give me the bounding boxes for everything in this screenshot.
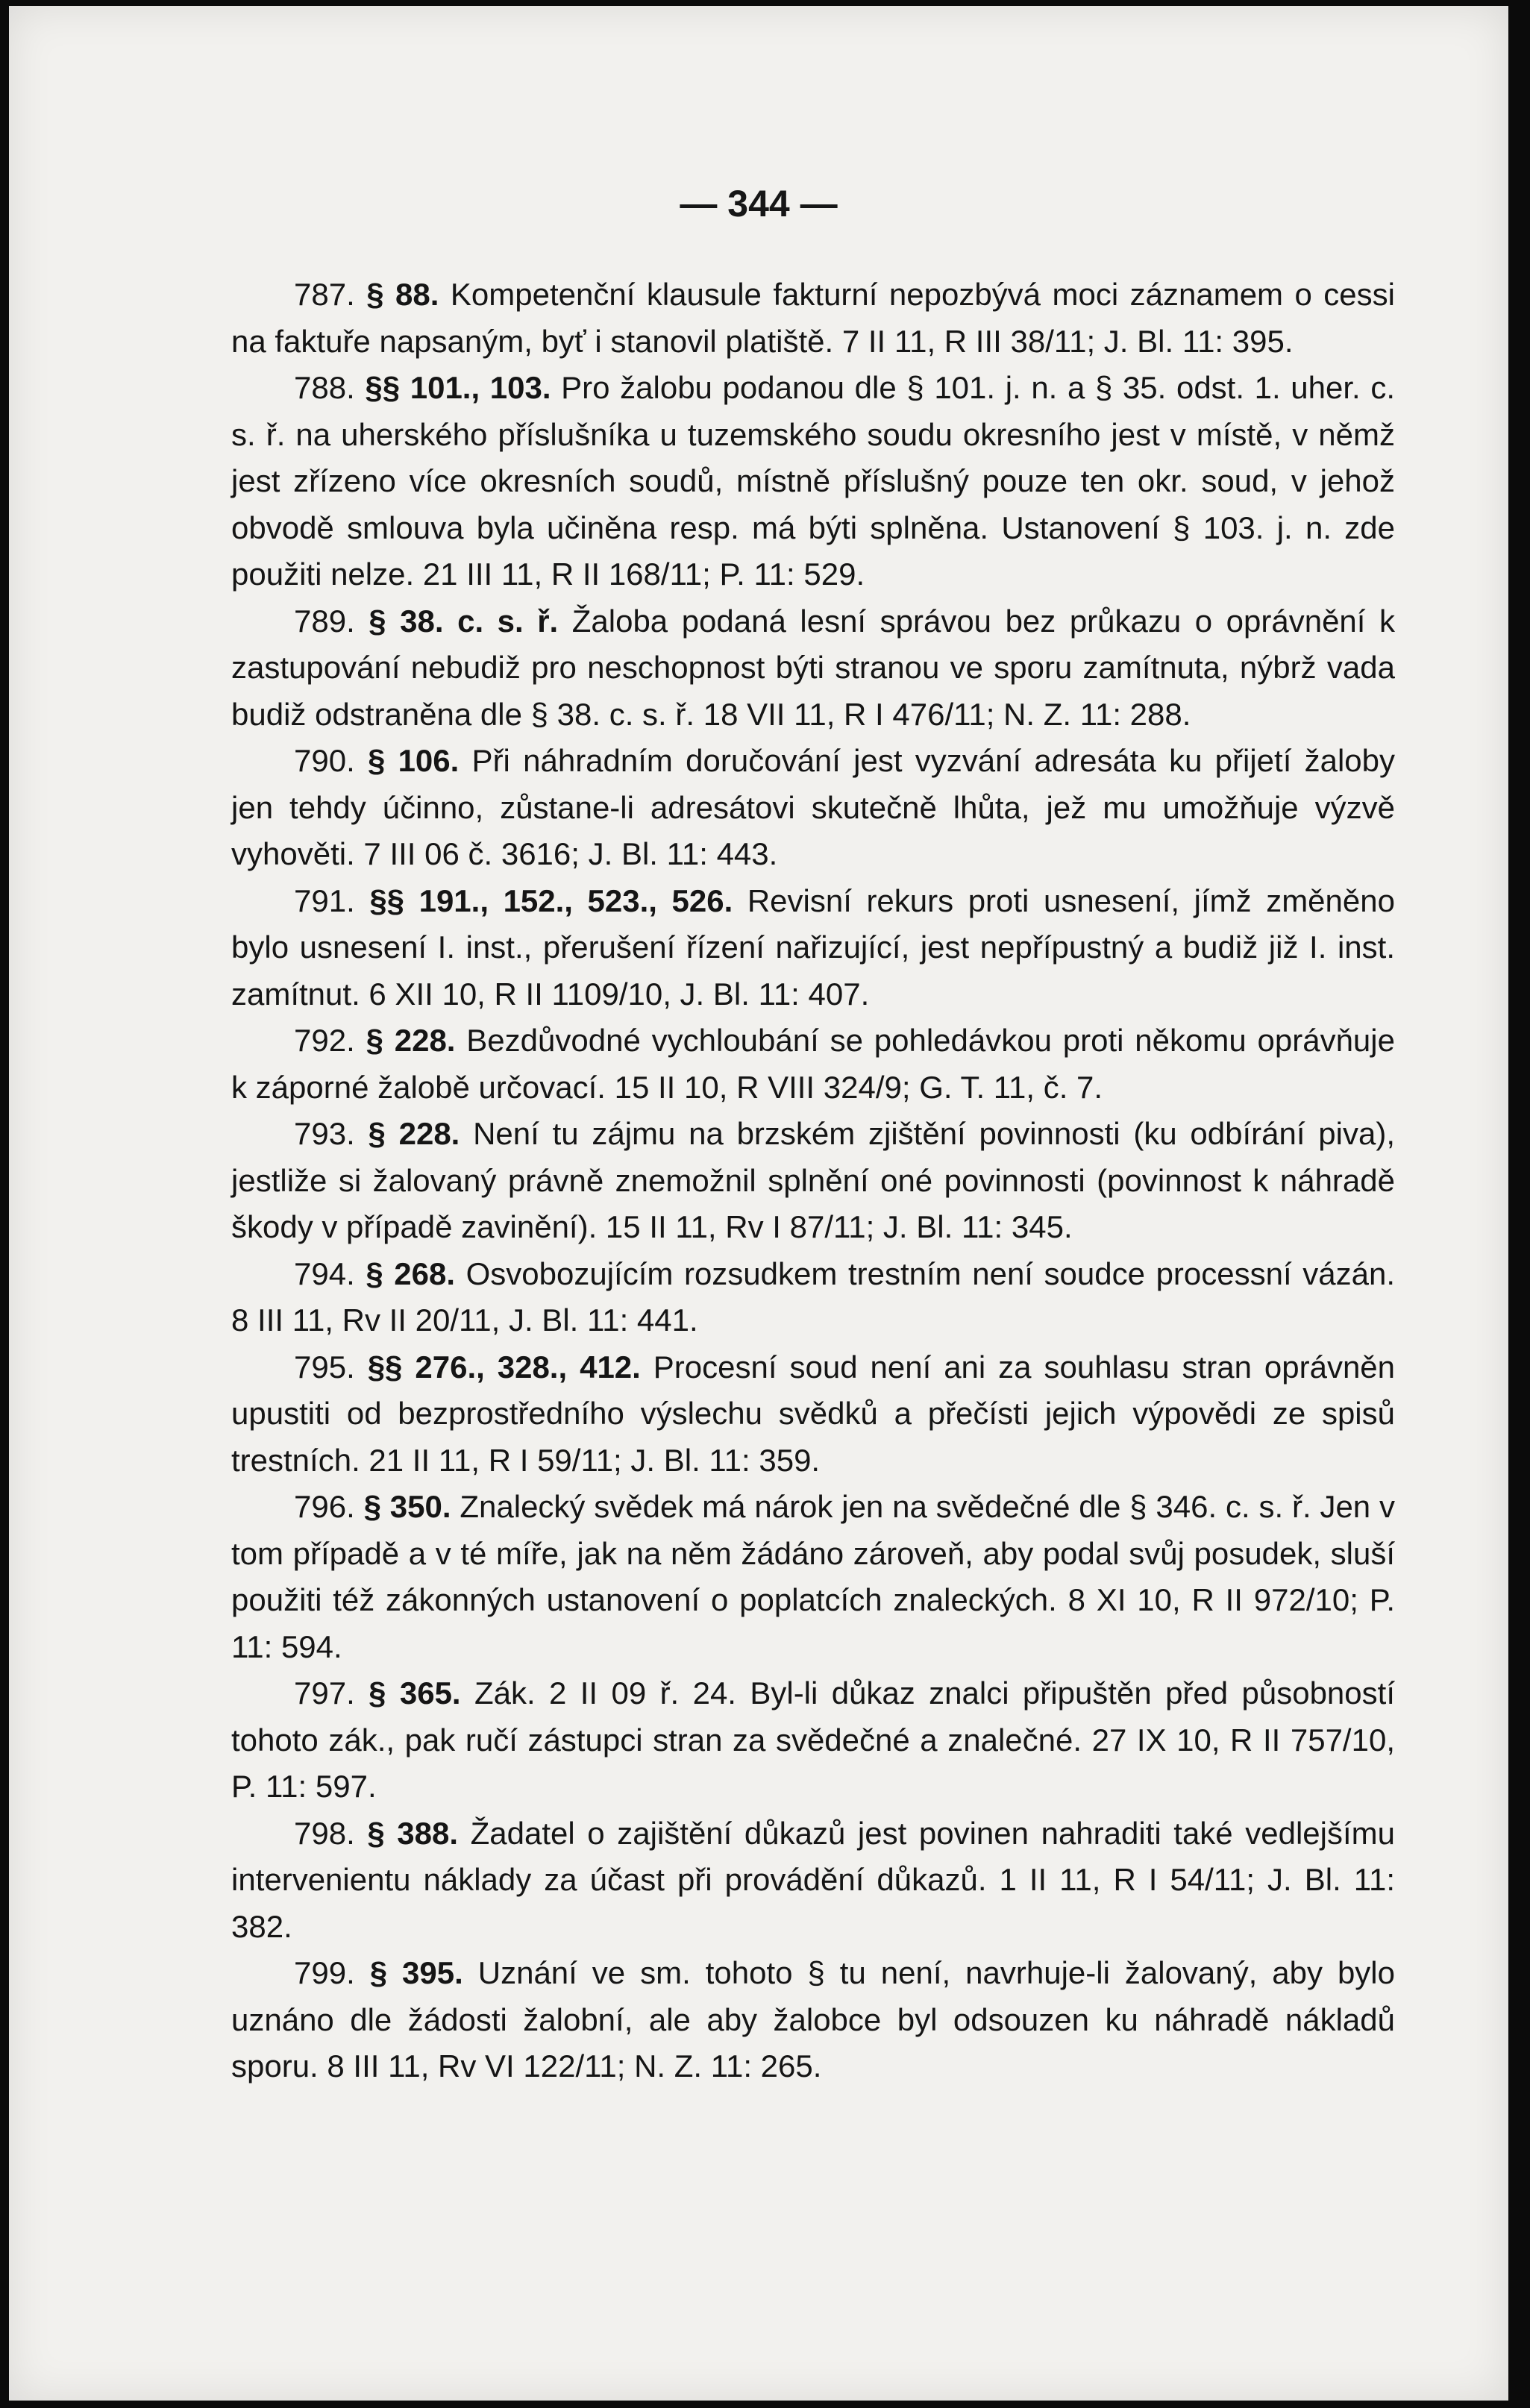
entry-number: 793. [294,1116,355,1151]
entry-number: 790. [294,743,355,778]
entry-number: 796. [294,1489,355,1524]
entry-text: Revisní rekurs proti usnesení, jímž změněno bylo usnesení I. inst., přerušení řízení nařizující, jest nepřípustný a budiž již I. inst. zamítnut. 6 XII 10, R II 1109/10, J. Bl. 11: 407. [231,882,1395,1012]
entry-788 [231,365,1395,598]
entry-section: § 350. [363,1489,451,1524]
entry-791 [231,878,1395,1018]
entry-section: § 268. [366,1255,456,1291]
entry-section: §§ 101., 103. [365,370,551,405]
entry-793 [231,1111,1395,1251]
entry-number: 791. [294,882,355,918]
entry-number: 797. [294,1675,355,1711]
entry-section: §§ 191., 152., 523., 526. [369,882,733,918]
entry-text: Při náhradním doručování jest vyzvání adresáta ku přijetí žaloby jen tehdy účinno, zůstane-li adresátovi skutečně lhůta, jež mu umožňuje výzvě vyhověti. 7 III 06 č. 3616; J. Bl. 11: 443. [231,743,1395,871]
entry-797 [231,1670,1395,1810]
entry-text: Zák. 2 II 09 ř. 24. Byl-li důkaz znalci připuštěn před působností tohoto zák., pak ručí zástupci stran za svědečné a znalečné. 27 IX 10, R II 757/10, P. 11: 597. [231,1675,1395,1804]
entry-number: 787. [294,277,355,312]
entry-section: §§ 276., 328., 412. [367,1349,641,1385]
entry-section: § 228. [366,1023,456,1058]
entry-section: § 388. [367,1815,459,1851]
entry-number: 795. [294,1349,355,1385]
entry-number: 799. [294,1955,355,1990]
entry-text: Procesní soud není ani za souhlasu stran oprávněn upustiti od bezprostředního výslechu svědků a přečísti jejich výpovědi ze spisů trestních. 21 II 11, R I 59/11; J. Bl. 11: 359. [231,1349,1396,1478]
entry-790 [231,738,1395,878]
entry-text: Bezdůvodné vychloubání se pohledávkou proti někomu oprávňuje k záporné žalobě určovací. 15 II 10, R VIII 324/9; G. T. 11, č. 7. [231,1023,1395,1105]
entry-text: Uznání ve sm. tohoto § tu není, navrhuje-li žalovaný, aby bylo uznáno dle žádosti žalobní, ale aby žalobce byl odsouzen ku náhradě nákladů sporu. 8 III 11, Rv VI 122/11; N. Z. 11: 265. [231,1955,1395,2084]
entry-section: § 106. [367,743,460,778]
entry-number: 792. [294,1023,355,1058]
page-number: — 344 — [680,183,838,225]
entry-796 [231,1484,1395,1670]
entry-795 [231,1344,1395,1484]
entry-text: Žadatel o zajištění důkazů jest povinen nahraditi také vedlejšímu intervenientu náklady za účast při provádění důkazů. 1 II 11, R I 54/11; J. Bl. 11: 382. [231,1815,1395,1944]
entry-792 [231,1018,1395,1111]
entry-text: Žaloba podaná lesní správou bez průkazu o oprávnění k zastupování nebudiž pro neschopnost býti stranou ve sporu zamítnuta, nýbrž vada budiž odstraněna dle § 38. c. s. ř. 18 VII 11, R I 476/11; N. Z. 11: 288. [231,603,1395,732]
entry-789 [231,598,1395,739]
entry-section: § 228. [368,1116,460,1151]
entries-list [231,272,1395,2090]
entry-section: § 38. c. s. ř. [369,603,559,639]
entry-794 [231,1251,1395,1344]
entry-section: § 395. [369,1955,463,1990]
entry-text: Osvobozujícím rozsudkem trestním není soudce processní vázán. 8 III 11, Rv II 20/11, J. Bl. 11: 441. [231,1255,1395,1338]
entry-text: Znalecký svědek má nárok jen na svědečné dle § 346. c. s. ř. Jen v tom případě a v té míře, jak na něm žádáno zároveň, aby podal svůj posudek, sluší použiti též zákonných ustanovení o poplatcích znaleckých. 8 XI 10, R II 972/10; P. 11: 594. [231,1489,1395,1664]
entry-text: Pro žalobu podanou dle § 101. j. n. a § 35. odst. 1. uher. c. s. ř. na uherského příslušníka u tuzemského soudu okresního jest v místě, v němž jest zřízeno více okresních soudů, místně příslušný pouze ten okr. soud, v jehož obvodě smlouva byla učiněna resp. má býti splněna. Ustanovení § 103. j. n. zde použiti nelze. 21 III 11, R II 168/11; P. 11: 529. [231,370,1396,592]
entry-section: § 88. [366,277,439,312]
entry-text: Kompetenční klausule fakturní nepozbývá moci záznamem o cessi na faktuře napsaným, byť i stanovil platiště. 7 II 11, R III 38/11; J. Bl. 11: 395. [231,277,1395,359]
entry-number: 798. [294,1815,355,1851]
entry-number: 789. [294,603,355,639]
book-page [9,6,1508,2401]
entry-number: 794. [294,1255,355,1291]
entry-798 [231,1810,1395,1951]
entry-number: 788. [294,370,355,405]
entry-text: Není tu zájmu na brzském zjištění povinnosti (ku odbírání piva), jestliže si žalovaný právně znemožnil splnění oné povinnosti (povinnost k náhradě škody v případě zavinění). 15 II 11, Rv I 87/11; J. Bl. 11: 345. [231,1116,1395,1244]
entry-section: § 365. [369,1675,461,1711]
entry-787 [231,272,1395,365]
entry-799 [231,1950,1395,2090]
